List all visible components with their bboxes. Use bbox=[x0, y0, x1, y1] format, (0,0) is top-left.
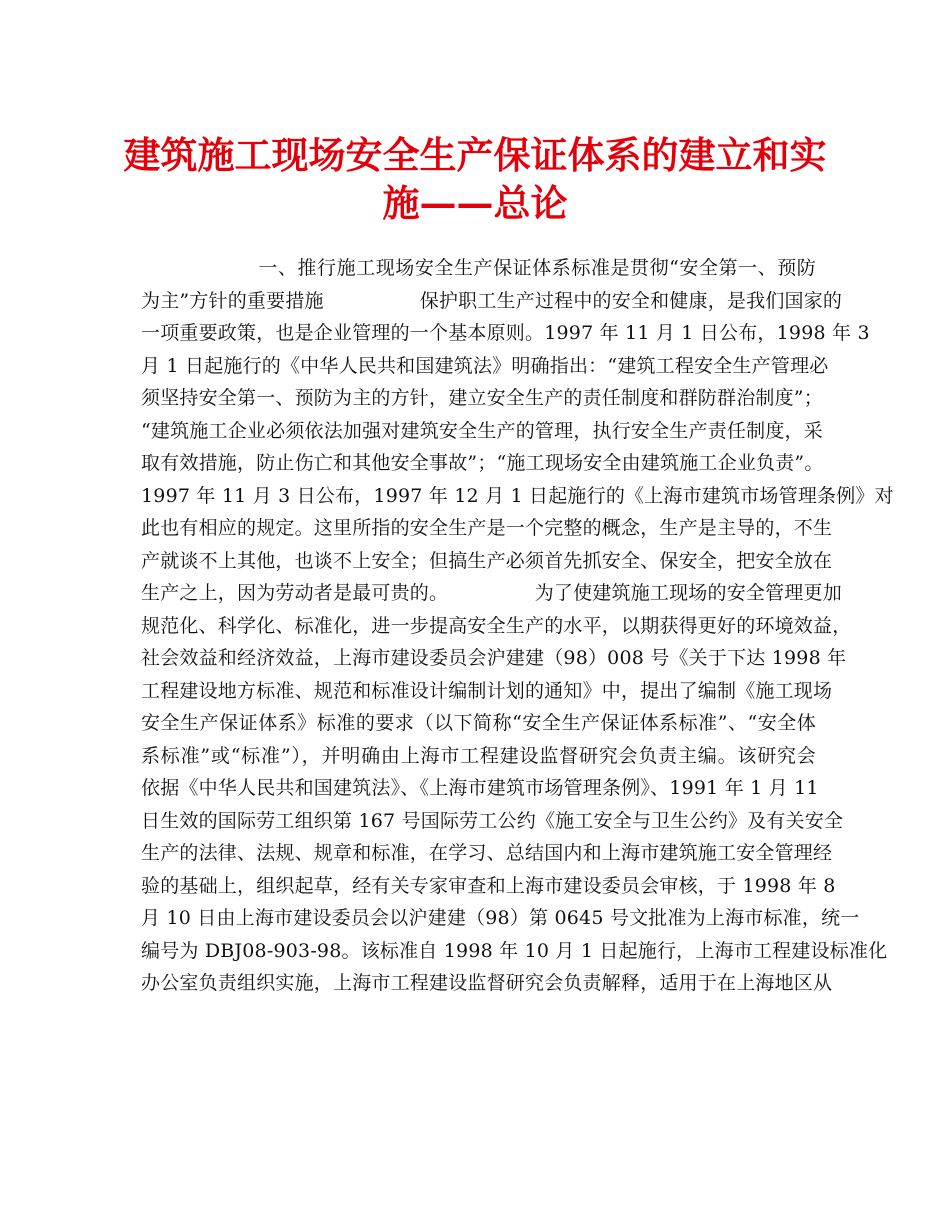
body-line: 日生效的国际劳工组织第 167 号国际劳工公约《施工安全与卫生公约》及有关安全 bbox=[141, 809, 844, 832]
body-line: 产就谈不上其他，也谈不上安全；但搞生产必须首先抓安全、保安全，把安全放在 bbox=[141, 549, 833, 572]
body-line: 1997 年 11 月 3 日公布，1997 年 12 月 1 日起施行的《上海市建筑市场管理条例》对 bbox=[141, 484, 894, 507]
body-line: 办公室负责组织实施，上海市工程建设监督研究会负责解释，适用于在上海地区从 bbox=[141, 972, 833, 994]
body-line: 一项重要政策，也是企业管理的一个基本原则。1997 年 11 月 1 日公布，1998 年 3 bbox=[141, 322, 870, 344]
body-line: 系标准”或“标准”），并明确由上海市工程建设监督研究会负责主编。该研究会 bbox=[141, 744, 816, 767]
body-line: 工程建设地方标准、规范和标准设计编制计划的通知》中，提出了编制《施工现场 bbox=[141, 679, 833, 702]
body-line: 一、推行施工现场安全生产保证体系标准是贯彻“安全第一、预防 bbox=[141, 257, 816, 279]
document-title-line-1: 建筑施工现场安全生产保证体系的建立和实 bbox=[123, 133, 827, 177]
body-line: 月 10 日由上海市建设委员会以沪建建（98）第 0645 号文批准为上海市标准，统一 bbox=[141, 907, 860, 929]
document-title-line-2: 施——总论 bbox=[382, 181, 568, 225]
body-line: 须坚持安全第一、预防为主的方针，建立安全生产的责任制度和群防群治制度”； bbox=[141, 387, 823, 409]
body-line: 生产的法律、法规、规章和标准，在学习、总结国内和上海市建筑施工安全管理经 bbox=[141, 842, 833, 864]
body-line: 为主”方针的重要措施 保护职工生产过程中的安全和健康，是我们国家的 bbox=[141, 289, 843, 312]
body-line: 依据《中华人民共和国建筑法》、《上海市建筑市场管理条例》、1991 年 1 月 11 bbox=[141, 777, 819, 799]
body-line: 生产之上，因为劳动者是最可贵的。 为了使建筑施工现场的安全管理更加 bbox=[141, 582, 842, 604]
body-line: 安全生产保证体系》标准的要求（以下简称“安全生产保证体系标准”、“安全体 bbox=[141, 712, 816, 734]
body-line: “建筑施工企业必须依法加强对建筑安全生产的管理，执行安全生产责任制度，采 bbox=[141, 419, 823, 442]
body-line: 取有效措施，防止伤亡和其他安全事故”；“施工现场安全由建筑施工企业负责”。 bbox=[141, 452, 824, 474]
body-line: 此也有相应的规定。这里所指的安全生产是一个完整的概念，生产是主导的，不生 bbox=[141, 517, 833, 539]
body-line: 月 1 日起施行的《中华人民共和国建筑法》明确指出：“建筑工程安全生产管理必 bbox=[141, 354, 829, 377]
body-line: 编号为 DBJ08-903-98。该标准自 1998 年 10 月 1 日起施行，上海市工程建设标准化 bbox=[141, 939, 888, 962]
body-line: 社会效益和经济效益，上海市建设委员会沪建建（98）008 号《关于下达 1998 年 bbox=[141, 647, 847, 669]
body-line: 验的基础上，组织起草，经有关专家审查和上海市建设委员会审核，于 1998 年 8 bbox=[141, 874, 836, 897]
body-line: 规范化、科学化、标准化，进一步提高安全生产的水平，以期获得更好的环境效益， bbox=[141, 614, 852, 637]
